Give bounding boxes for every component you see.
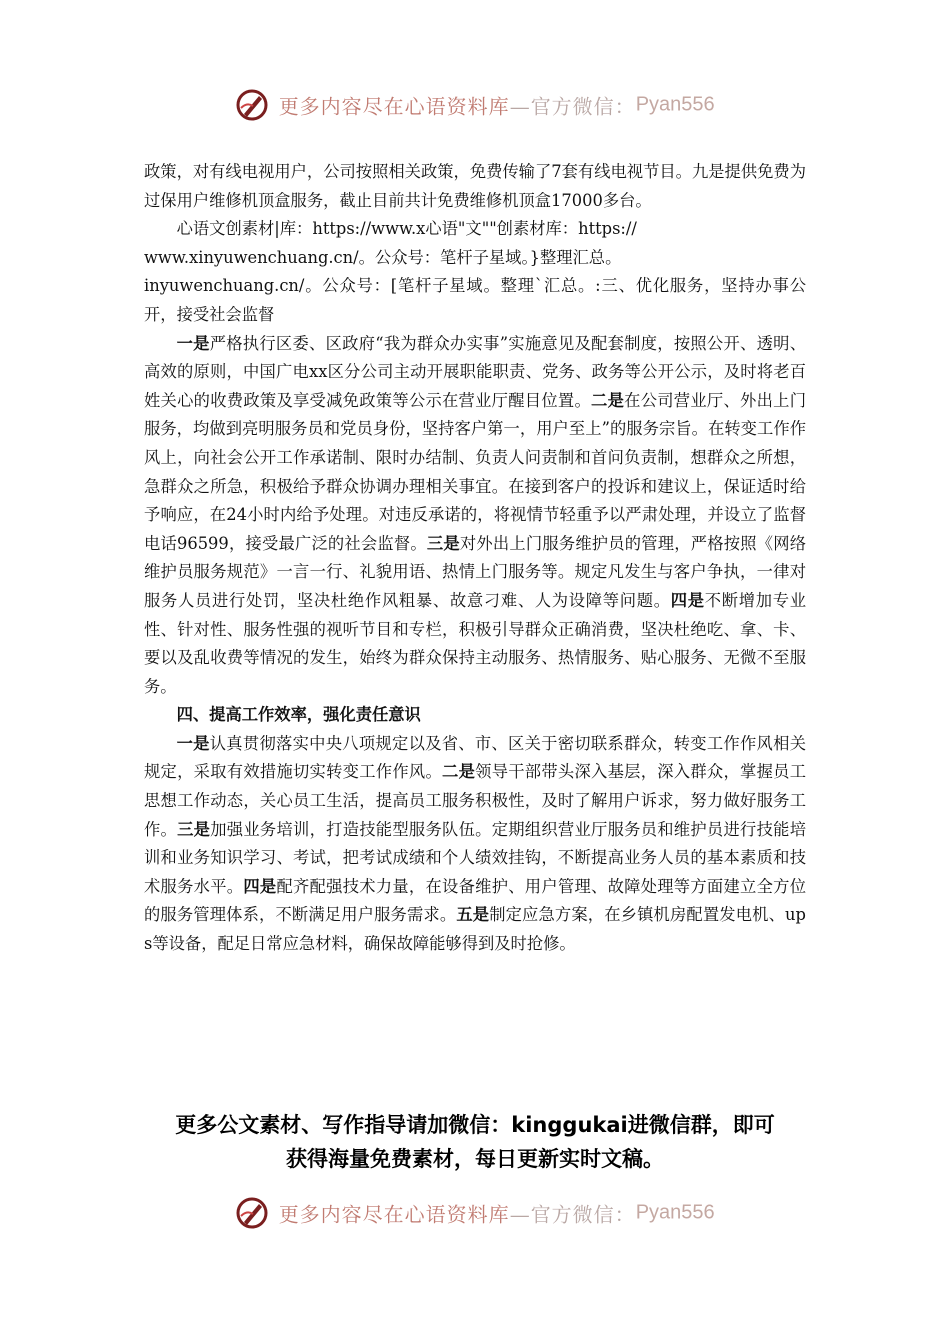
item-lead: 二是 [591, 390, 625, 410]
paragraph: 政策，对有线电视用户，公司按照相关政策，免费传输了7套有线电视节目。九是提供免费为过保用户维修机顶盒服务，截止目前共计免费维修机顶盒17000多台。 [144, 162, 806, 210]
item-lead: 一是 [176, 733, 210, 753]
source-line: www.xinyuwenchuang.cn/。公众号：笔杆子星域。}整理汇总。 [144, 247, 622, 267]
pen-logo-icon [235, 88, 269, 122]
source-line: 心语文创素材|库：https://www.x心语"文""创素材库：https:// [176, 219, 637, 239]
item-lead: 三是 [177, 819, 211, 839]
item-text: 加强业务培训，打造技能型服务队伍。定期组织营业厅服务员和维护员进行技能培训和业务知识学习、考试，把考试成绩和个人绩效挂钩，不断提高业务人员的基本素质和技术服务水平。 [144, 819, 806, 896]
banner-slogan: 更多内容尽在心语资料库 [278, 1202, 510, 1227]
promo-line: 获得海量免费素材，每日更新实时文稿。 [286, 1147, 664, 1171]
banner-wechat-label: —官方微信： [509, 94, 636, 119]
item-text: 对外出上门服务维护员的管理，严格按照《网络维护员服务规范》一言一行、礼貌用语、热情上门服务等。规定凡发生与客户争执，一律对服务人员进行处罚，坚决杜绝作风粗暴、故意刁难、人为设障等问题。 [144, 533, 806, 610]
item-lead: 一是 [176, 333, 210, 353]
source-line: inyuwenchuang.cn/。公众号：[笔杆子星域。整理`汇总。:三、优化服务，坚持办事公开，接受社会监督 [144, 276, 806, 324]
banner-wechat-id: Pyan556 [635, 1201, 715, 1224]
document-body [144, 158, 806, 959]
banner-wechat-label: —官方微信： [509, 1202, 636, 1227]
item-text: 不断增加专业性、针对性、服务性强的视听节目和专栏，积极引导群众正确消费，坚决杜绝吃、拿、卡、要以及乱收费等情况的发生，始终为群众保持主动服务、热情服务、贴心服务、无微不至服务。 [144, 590, 806, 696]
item-lead: 三是 [426, 533, 460, 553]
item-text: 领导干部带头深入基层，深入群众，掌握员工思想工作动态，关心员工生活，提高员工服务积极性，及时了解用户诉求，努力做好服务工作。 [144, 762, 806, 839]
promo-notice [100, 1108, 850, 1176]
pen-logo-icon [235, 1196, 269, 1230]
promo-line: 更多公文素材、写作指导请加微信：kinggukai进微信群，即可 [175, 1113, 775, 1137]
item-lead: 四是 [670, 590, 705, 610]
item-lead: 五是 [456, 905, 490, 925]
banner-slogan: 更多内容尽在心语资料库 [278, 94, 510, 119]
item-lead: 四是 [243, 876, 277, 896]
paragraph-service [144, 330, 806, 702]
item-text: 认真贯彻落实中央八项规定以及省、市、区关于密切联系群众，转变工作作风相关规定，采取有效措施切实转变工作作风。 [144, 733, 806, 782]
item-lead: 二是 [442, 762, 476, 782]
header-banner [0, 88, 950, 122]
item-text: 制定应急方案，在乡镇机房配置发电机、ups等设备，配足日常应急材料，确保故障能够得到及时抢修。 [144, 905, 806, 954]
banner-wechat-id: Pyan556 [635, 93, 715, 116]
section-heading: 四、提高工作效率，强化责任意识 [176, 705, 421, 725]
footer-banner [0, 1196, 950, 1230]
item-text: 严格执行区委、区政府“我为群众办实事”实施意见及配套制度，按照公开、透明、高效的原则，中国广电xx区分公司主动开展职能职责、党务、政务等公开公示，及时将老百姓关心的收费政策及享受减免政策等公示在营业厅醒目位置。 [144, 333, 806, 410]
paragraph-efficiency [144, 730, 806, 959]
item-text: 在公司营业厅、外出上门服务，均做到亮明服务员和党员身份，坚持客户第一，用户至上”的服务宗旨。在转变工作作风上，向社会公开工作承诺制、限时办结制、负责人问责制和首问负责制，想群众之所想，急群众之所急，积极给予群众协调办理相关事宜。在接到客户的投诉和建议上，保证适时给予响应，在24小时内给予处理。对违反承诺的，将视情节轻重予以严肃处理，并设立了监督电话96599，接受最广泛的社会监督。 [144, 390, 806, 553]
item-text: 配齐配强技术力量，在设备维护、用户管理、故障处理等方面建立全方位的服务管理体系，不断满足用户服务需求。 [144, 876, 806, 925]
